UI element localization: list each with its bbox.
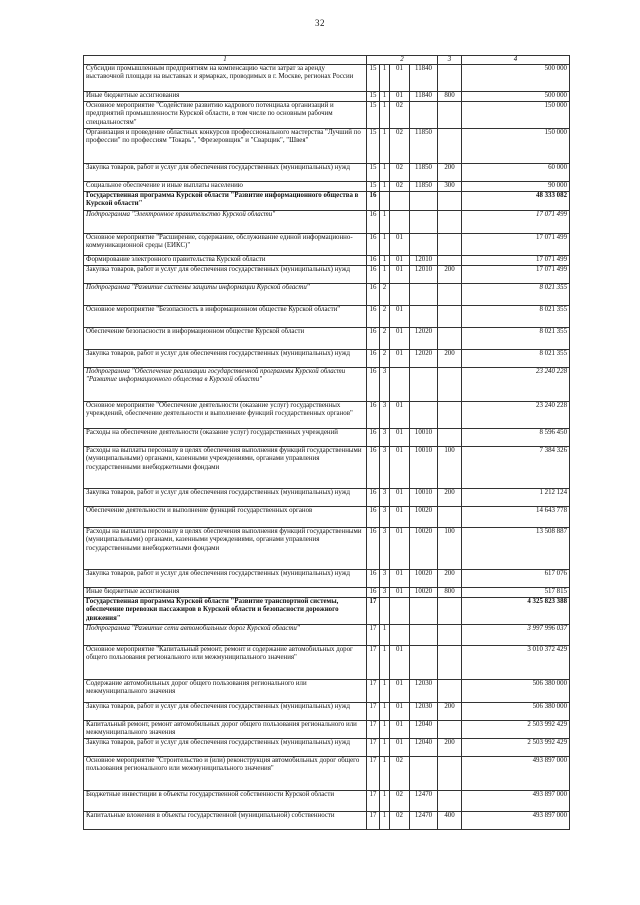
- expense-type-cell: 200: [438, 350, 462, 368]
- measure-code-cell: 01: [390, 447, 410, 489]
- expense-type-cell: [438, 402, 462, 429]
- subprogram-code-cell: 1: [380, 256, 390, 266]
- amount-cell: 2 503 992 429: [462, 739, 570, 757]
- expense-type-cell: [438, 757, 462, 791]
- measure-code-cell: 02: [390, 182, 410, 192]
- measure-code-cell: 01: [390, 92, 410, 102]
- subprogram-code-cell: 3: [380, 588, 390, 598]
- program-code-cell: 17: [367, 598, 380, 625]
- table-row: [84, 680, 570, 703]
- amount-cell: 517 815: [462, 588, 570, 598]
- table-row: [84, 489, 570, 507]
- row-name-cell: Капитальный ремонт, ремонт автомобильных дорог общего пользования регионального или межмуниципального значения: [84, 721, 367, 739]
- table-row: [84, 211, 570, 234]
- expense-type-cell: [438, 598, 462, 625]
- direction-code-cell: 10010: [410, 429, 438, 447]
- measure-code-cell: 01: [390, 570, 410, 588]
- expense-type-cell: 100: [438, 528, 462, 570]
- program-code-cell: 16: [367, 368, 380, 402]
- header-col-3: 3: [438, 56, 462, 65]
- direction-code-cell: 11850: [410, 129, 438, 164]
- subprogram-code-cell: 3: [380, 447, 390, 489]
- table-row: [84, 429, 570, 447]
- measure-code-cell: 01: [390, 721, 410, 739]
- measure-code-cell: [390, 284, 410, 306]
- row-name-cell: Государственная программа Курской области "Развитие информационного общества в Курской области": [84, 192, 367, 211]
- program-code-cell: 15: [367, 164, 380, 182]
- program-code-cell: 17: [367, 757, 380, 791]
- measure-code-cell: 01: [390, 266, 410, 284]
- expense-type-cell: [438, 680, 462, 703]
- row-name-cell: Основное мероприятие "Строительство и (или) реконструкция автомобильных дорог общего пользования регионального или межмуниципального значения": [84, 757, 367, 791]
- measure-code-cell: 02: [390, 129, 410, 164]
- row-name-cell: Закупка товаров, работ и услуг для обеспечения государственных (муниципальных) нужд: [84, 266, 367, 284]
- amount-cell: 17 071 499: [462, 256, 570, 266]
- subprogram-code-cell: 1: [380, 757, 390, 791]
- direction-code-cell: [410, 368, 438, 402]
- measure-code-cell: 01: [390, 739, 410, 757]
- direction-code-cell: [410, 234, 438, 256]
- amount-cell: 4 325 823 388: [462, 598, 570, 625]
- row-name-cell: Закупка товаров, работ и услуг для обеспечения государственных (муниципальных) нужд: [84, 350, 367, 368]
- subprogram-code-cell: 1: [380, 211, 390, 234]
- row-name-cell: Основное мероприятие "Обеспечение деятельности (оказание услуг) государственных учреждений, обеспечение деятельности и выполнение функций государственных органов": [84, 402, 367, 429]
- amount-cell: 493 897 000: [462, 757, 570, 791]
- program-code-cell: 16: [367, 507, 380, 528]
- subprogram-code-cell: 1: [380, 739, 390, 757]
- subprogram-code-cell: 1: [380, 102, 390, 129]
- amount-cell: 506 380 000: [462, 703, 570, 721]
- measure-code-cell: 01: [390, 328, 410, 350]
- row-name-cell: Подпрограмма "Развитие сети автомобильных дорог Курской области": [84, 625, 367, 646]
- amount-cell: 8 021 355: [462, 328, 570, 350]
- measure-code-cell: 01: [390, 350, 410, 368]
- amount-cell: 3 010 372 429: [462, 646, 570, 680]
- table-row: [84, 266, 570, 284]
- direction-code-cell: [410, 102, 438, 129]
- table-header-row: [84, 56, 570, 65]
- row-name-cell: Организация и проведение областных конкурсов профессионального мастерства "Лучший по профессии" по профессиям "Токарь", "Фрезеровщик" и "Сварщик", "Швея": [84, 129, 367, 164]
- expense-type-cell: [438, 102, 462, 129]
- program-code-cell: 17: [367, 703, 380, 721]
- program-code-cell: 17: [367, 791, 380, 812]
- program-code-cell: 15: [367, 182, 380, 192]
- direction-code-cell: 10020: [410, 528, 438, 570]
- measure-code-cell: 01: [390, 703, 410, 721]
- measure-code-cell: 01: [390, 489, 410, 507]
- program-code-cell: 16: [367, 588, 380, 598]
- subprogram-code-cell: 1: [380, 129, 390, 164]
- table-row: [84, 588, 570, 598]
- subprogram-code-cell: [380, 192, 390, 211]
- measure-code-cell: 02: [390, 164, 410, 182]
- measure-code-cell: 02: [390, 757, 410, 791]
- expense-type-cell: [438, 328, 462, 350]
- expense-type-cell: [438, 306, 462, 328]
- amount-cell: 617 076: [462, 570, 570, 588]
- measure-code-cell: [390, 192, 410, 211]
- page-number: 32: [315, 18, 325, 28]
- direction-code-cell: [410, 306, 438, 328]
- subprogram-code-cell: 1: [380, 625, 390, 646]
- program-code-cell: 16: [367, 350, 380, 368]
- row-name-cell: Подпрограмма "Развитие системы защиты информации Курской области": [84, 284, 367, 306]
- table-row: [84, 447, 570, 489]
- table-row: [84, 328, 570, 350]
- expense-type-cell: [438, 234, 462, 256]
- expense-type-cell: [438, 507, 462, 528]
- subprogram-code-cell: 1: [380, 703, 390, 721]
- direction-code-cell: [410, 646, 438, 680]
- subprogram-code-cell: 3: [380, 429, 390, 447]
- measure-code-cell: 02: [390, 102, 410, 129]
- table-row: [84, 757, 570, 791]
- row-name-cell: Подпрограмма "Электронное правительство Курской области": [84, 211, 367, 234]
- expense-type-cell: [438, 368, 462, 402]
- row-name-cell: Расходы на обеспечение деятельности (оказание услуг) государственных учреждений: [84, 429, 367, 447]
- row-name-cell: Обеспечение деятельности и выполнение функций государственных органов: [84, 507, 367, 528]
- expense-type-cell: 400: [438, 812, 462, 830]
- table-row: [84, 350, 570, 368]
- program-code-cell: 16: [367, 234, 380, 256]
- measure-code-cell: [390, 598, 410, 625]
- program-code-cell: 16: [367, 489, 380, 507]
- row-name-cell: Обеспечение безопасности в информационном обществе Курской области: [84, 328, 367, 350]
- header-col-4: 4: [462, 56, 570, 65]
- subprogram-code-cell: 1: [380, 266, 390, 284]
- amount-cell: 500 000: [462, 92, 570, 102]
- subprogram-code-cell: [380, 598, 390, 625]
- row-name-cell: Основное мероприятие "Расширение, содержание, обслуживание единой информационно-коммуникационной среды (ЕИКС)": [84, 234, 367, 256]
- direction-code-cell: [410, 598, 438, 625]
- row-name-cell: Подпрограмма "Обеспечение реализации государственной программы Курской области "Развитие информационного общества в Курской области": [84, 368, 367, 402]
- expense-type-cell: [438, 211, 462, 234]
- table-row: [84, 402, 570, 429]
- program-code-cell: 16: [367, 528, 380, 570]
- table-row: [84, 703, 570, 721]
- table-row: [84, 256, 570, 266]
- direction-code-cell: [410, 757, 438, 791]
- subprogram-code-cell: 1: [380, 646, 390, 680]
- amount-cell: 8 596 450: [462, 429, 570, 447]
- row-name-cell: Основное мероприятие "Безопасность в информационном обществе Курской области": [84, 306, 367, 328]
- amount-cell: 8 021 355: [462, 284, 570, 306]
- row-name-cell: Бюджетные инвестиции в объекты государственной собственности Курской области: [84, 791, 367, 812]
- subprogram-code-cell: 1: [380, 234, 390, 256]
- expense-type-cell: [438, 192, 462, 211]
- table-row: [84, 368, 570, 402]
- measure-code-cell: 01: [390, 588, 410, 598]
- subprogram-code-cell: 2: [380, 328, 390, 350]
- subprogram-code-cell: 2: [380, 284, 390, 306]
- row-name-cell: Социальное обеспечение и иные выплаты населению: [84, 182, 367, 192]
- table-row: [84, 234, 570, 256]
- table-row: [84, 791, 570, 812]
- subprogram-code-cell: 3: [380, 402, 390, 429]
- direction-code-cell: 10010: [410, 447, 438, 489]
- amount-cell: 60 000: [462, 164, 570, 182]
- row-name-cell: Расходы на выплаты персоналу в целях обеспечения выполнения функций государственными (муниципальными) органами, казенными учреждениями, органами управления государственными внебюджетными фондами: [84, 528, 367, 570]
- expense-type-cell: 800: [438, 92, 462, 102]
- row-name-cell: Иные бюджетные ассигнования: [84, 588, 367, 598]
- amount-cell: 150 000: [462, 102, 570, 129]
- table-row: [84, 507, 570, 528]
- expense-type-cell: 300: [438, 182, 462, 192]
- subprogram-code-cell: 1: [380, 791, 390, 812]
- row-name-cell: Закупка товаров, работ и услуг для обеспечения государственных (муниципальных) нужд: [84, 489, 367, 507]
- measure-code-cell: 01: [390, 646, 410, 680]
- row-name-cell: Закупка товаров, работ и услуг для обеспечения государственных (муниципальных) нужд: [84, 739, 367, 757]
- expense-type-cell: 200: [438, 739, 462, 757]
- amount-cell: 8 021 355: [462, 350, 570, 368]
- subprogram-code-cell: 3: [380, 368, 390, 402]
- row-name-cell: Формирование электронного правительства Курской области: [84, 256, 367, 266]
- table-row: [84, 129, 570, 164]
- measure-code-cell: [390, 211, 410, 234]
- row-name-cell: Основное мероприятие "Капитальный ремонт, ремонт и содержание автомобильных дорог общего пользования регионального или межмуниципального значения": [84, 646, 367, 680]
- row-name-cell: Государственная программа Курской области "Развитие транспортной системы, обеспечение перевозки пассажиров в Курской области и безопасности дорожного движения": [84, 598, 367, 625]
- direction-code-cell: 11840: [410, 65, 438, 92]
- program-code-cell: 17: [367, 625, 380, 646]
- direction-code-cell: [410, 402, 438, 429]
- table-row: [84, 721, 570, 739]
- direction-code-cell: 10020: [410, 570, 438, 588]
- expense-type-cell: 200: [438, 570, 462, 588]
- amount-cell: 506 380 000: [462, 680, 570, 703]
- table-row: [84, 812, 570, 830]
- table-body: [84, 65, 570, 830]
- subprogram-code-cell: 3: [380, 570, 390, 588]
- direction-code-cell: 11840: [410, 92, 438, 102]
- row-name-cell: Закупка товаров, работ и услуг для обеспечения государственных (муниципальных) нужд: [84, 164, 367, 182]
- expense-type-cell: [438, 646, 462, 680]
- measure-code-cell: 01: [390, 528, 410, 570]
- row-name-cell: Иные бюджетные ассигнования: [84, 92, 367, 102]
- subprogram-code-cell: 2: [380, 306, 390, 328]
- row-name-cell: Содержание автомобильных дорог общего пользования регионального или межмуниципального значения: [84, 680, 367, 703]
- direction-code-cell: [410, 625, 438, 646]
- program-code-cell: 17: [367, 812, 380, 830]
- expense-type-cell: [438, 129, 462, 164]
- amount-cell: 7 384 326: [462, 447, 570, 489]
- amount-cell: 17 071 499: [462, 266, 570, 284]
- amount-cell: 90 000: [462, 182, 570, 192]
- table-row: [84, 306, 570, 328]
- row-name-cell: Расходы на выплаты персоналу в целях обеспечения выполнения функций государственными (муниципальными) органами, казенными учреждениями, органами управления государственными внебюджетными фондами: [84, 447, 367, 489]
- amount-cell: 14 643 778: [462, 507, 570, 528]
- direction-code-cell: 10020: [410, 507, 438, 528]
- table-row: [84, 528, 570, 570]
- measure-code-cell: [390, 625, 410, 646]
- amount-cell: 48 333 082: [462, 192, 570, 211]
- direction-code-cell: 12010: [410, 256, 438, 266]
- subprogram-code-cell: 3: [380, 507, 390, 528]
- amount-cell: 3 997 996 037: [462, 625, 570, 646]
- expense-type-cell: [438, 791, 462, 812]
- table-row: [84, 164, 570, 182]
- subprogram-code-cell: 1: [380, 680, 390, 703]
- row-name-cell: Капитальные вложения в объекты государственной (муниципальной) собственности: [84, 812, 367, 830]
- program-code-cell: 16: [367, 211, 380, 234]
- row-name-cell: Основное мероприятие "Содействие развитию кадрового потенциала организаций и предприятий промышленности Курской области, в том числе по основным рабочим специальностям": [84, 102, 367, 129]
- row-name-cell: Закупка товаров, работ и услуг для обеспечения государственных (муниципальных) нужд: [84, 703, 367, 721]
- direction-code-cell: 12010: [410, 266, 438, 284]
- expense-type-cell: 200: [438, 489, 462, 507]
- direction-code-cell: 12030: [410, 680, 438, 703]
- measure-code-cell: 01: [390, 256, 410, 266]
- amount-cell: 13 508 887: [462, 528, 570, 570]
- measure-code-cell: 02: [390, 812, 410, 830]
- direction-code-cell: 12470: [410, 791, 438, 812]
- direction-code-cell: 10010: [410, 489, 438, 507]
- direction-code-cell: 11850: [410, 164, 438, 182]
- expense-type-cell: [438, 625, 462, 646]
- expense-type-cell: 100: [438, 447, 462, 489]
- program-code-cell: 15: [367, 102, 380, 129]
- amount-cell: 150 000: [462, 129, 570, 164]
- expense-type-cell: [438, 284, 462, 306]
- program-code-cell: 15: [367, 129, 380, 164]
- table-row: [84, 625, 570, 646]
- direction-code-cell: 12030: [410, 703, 438, 721]
- amount-cell: 2 503 992 429: [462, 721, 570, 739]
- budget-table: [83, 55, 570, 830]
- program-code-cell: 17: [367, 721, 380, 739]
- program-code-cell: 16: [367, 266, 380, 284]
- measure-code-cell: 01: [390, 402, 410, 429]
- direction-code-cell: 10020: [410, 588, 438, 598]
- program-code-cell: 17: [367, 680, 380, 703]
- program-code-cell: 16: [367, 306, 380, 328]
- expense-type-cell: [438, 256, 462, 266]
- table-row: [84, 284, 570, 306]
- program-code-cell: 15: [367, 65, 380, 92]
- measure-code-cell: 01: [390, 507, 410, 528]
- amount-cell: 17 071 499: [462, 234, 570, 256]
- program-code-cell: 16: [367, 402, 380, 429]
- table-row: [84, 739, 570, 757]
- expense-type-cell: 200: [438, 164, 462, 182]
- measure-code-cell: 01: [390, 680, 410, 703]
- subprogram-code-cell: 1: [380, 65, 390, 92]
- expense-type-cell: [438, 429, 462, 447]
- header-col-1: 1: [84, 56, 367, 65]
- subprogram-code-cell: 3: [380, 489, 390, 507]
- program-code-cell: 16: [367, 192, 380, 211]
- amount-cell: 500 000: [462, 65, 570, 92]
- table-row: [84, 192, 570, 211]
- direction-code-cell: 12020: [410, 328, 438, 350]
- amount-cell: 17 071 499: [462, 211, 570, 234]
- table-row: [84, 646, 570, 680]
- direction-code-cell: 12040: [410, 721, 438, 739]
- program-code-cell: 16: [367, 570, 380, 588]
- program-code-cell: 15: [367, 92, 380, 102]
- measure-code-cell: [390, 368, 410, 402]
- measure-code-cell: 01: [390, 306, 410, 328]
- table-row: [84, 598, 570, 625]
- subprogram-code-cell: 1: [380, 721, 390, 739]
- program-code-cell: 16: [367, 284, 380, 306]
- program-code-cell: 16: [367, 447, 380, 489]
- expense-type-cell: 200: [438, 703, 462, 721]
- program-code-cell: 17: [367, 739, 380, 757]
- program-code-cell: 16: [367, 328, 380, 350]
- direction-code-cell: 12040: [410, 739, 438, 757]
- direction-code-cell: [410, 192, 438, 211]
- direction-code-cell: [410, 284, 438, 306]
- row-name-cell: Субсидии промышленным предприятиям на компенсацию части затрат за аренду выставочной площади на выставках и ярмарках, проводимых в г. Москве, регионах России: [84, 65, 367, 92]
- program-code-cell: 17: [367, 646, 380, 680]
- table-row: [84, 65, 570, 92]
- amount-cell: 493 897 000: [462, 812, 570, 830]
- measure-code-cell: 01: [390, 429, 410, 447]
- amount-cell: 8 021 355: [462, 306, 570, 328]
- subprogram-code-cell: 2: [380, 350, 390, 368]
- amount-cell: 23 240 228: [462, 368, 570, 402]
- measure-code-cell: 01: [390, 65, 410, 92]
- amount-cell: 1 212 124: [462, 489, 570, 507]
- row-name-cell: Закупка товаров, работ и услуг для обеспечения государственных (муниципальных) нужд: [84, 570, 367, 588]
- program-code-cell: 16: [367, 429, 380, 447]
- expense-type-cell: 800: [438, 588, 462, 598]
- expense-type-cell: [438, 65, 462, 92]
- measure-code-cell: 02: [390, 791, 410, 812]
- program-code-cell: 16: [367, 256, 380, 266]
- measure-code-cell: 01: [390, 234, 410, 256]
- subprogram-code-cell: 1: [380, 182, 390, 192]
- table-row: [84, 92, 570, 102]
- header-col-2: 2: [367, 56, 438, 65]
- subprogram-code-cell: 1: [380, 92, 390, 102]
- amount-cell: 493 897 000: [462, 791, 570, 812]
- direction-code-cell: 12470: [410, 812, 438, 830]
- direction-code-cell: 11850: [410, 182, 438, 192]
- subprogram-code-cell: 1: [380, 812, 390, 830]
- table-row: [84, 182, 570, 192]
- subprogram-code-cell: 3: [380, 528, 390, 570]
- expense-type-cell: 200: [438, 266, 462, 284]
- table-row: [84, 102, 570, 129]
- subprogram-code-cell: 1: [380, 164, 390, 182]
- direction-code-cell: [410, 211, 438, 234]
- amount-cell: 23 240 228: [462, 402, 570, 429]
- direction-code-cell: 12020: [410, 350, 438, 368]
- table-row: [84, 570, 570, 588]
- expense-type-cell: [438, 721, 462, 739]
